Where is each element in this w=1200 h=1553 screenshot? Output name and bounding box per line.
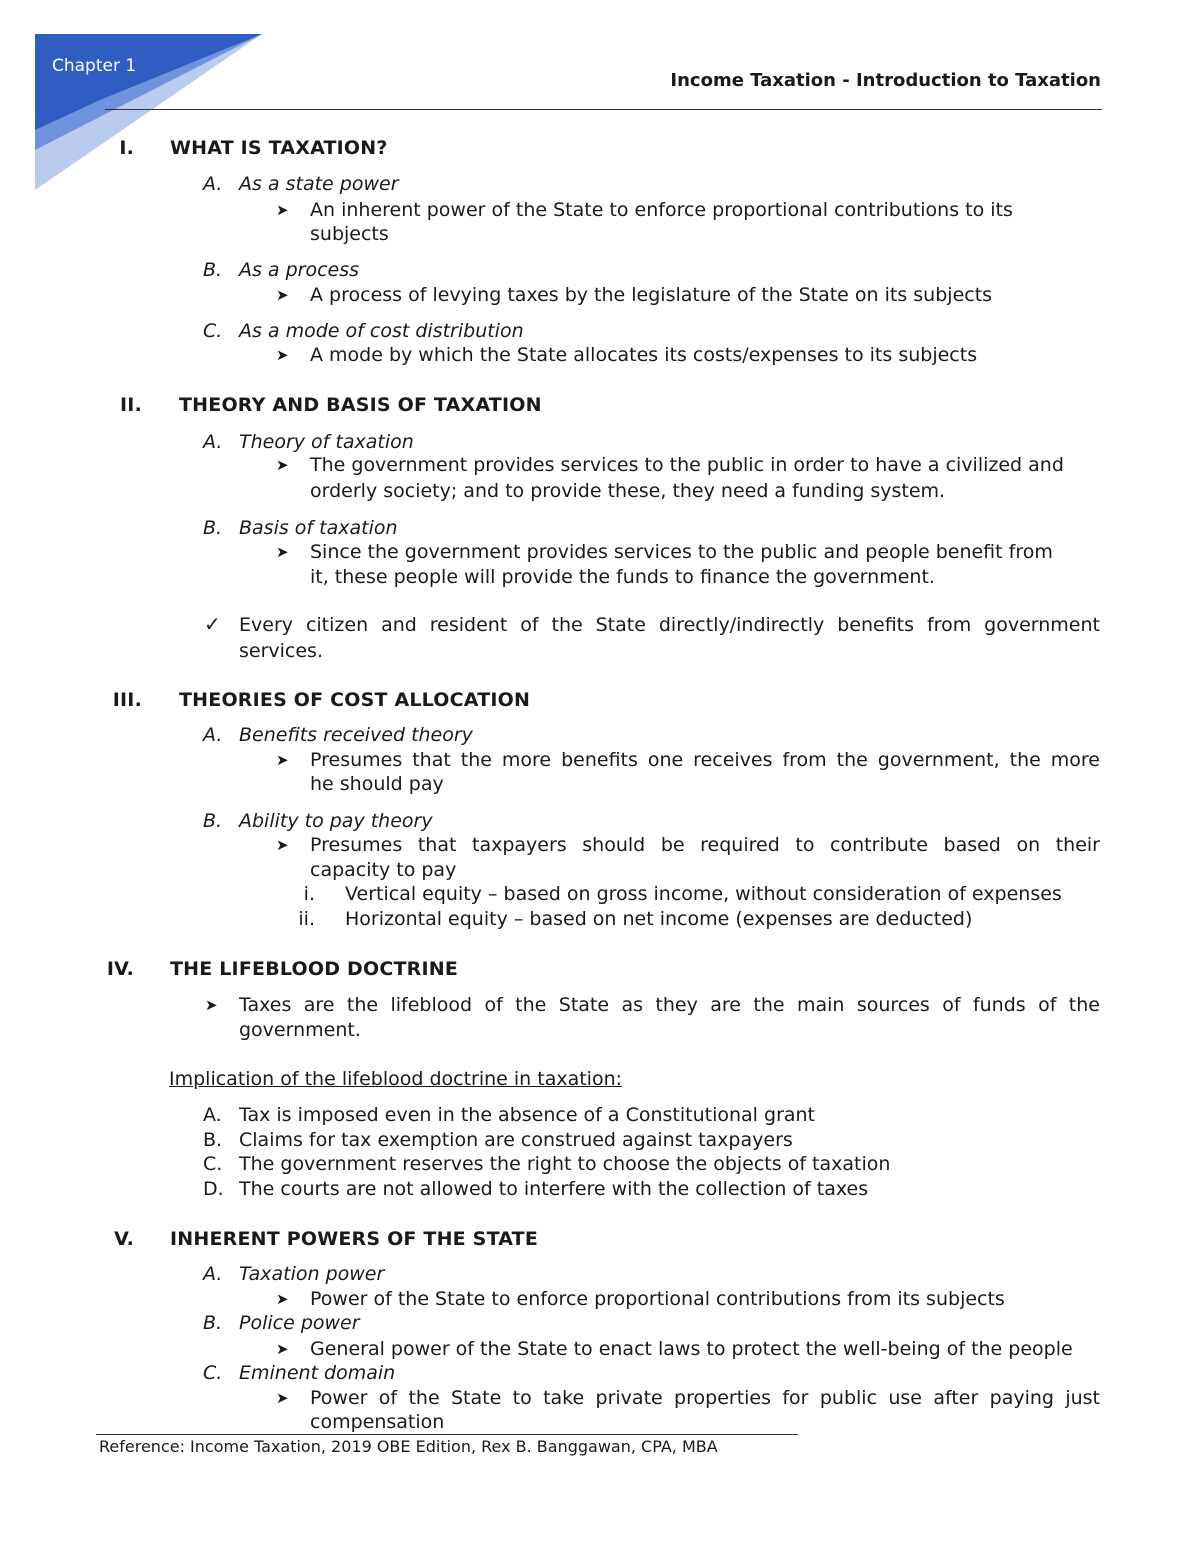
section-title: INHERENT POWERS OF THE STATE: [170, 1228, 539, 1250]
page-header-title: Income Taxation - Introduction to Taxation: [670, 70, 1101, 91]
section-title: THE LIFEBLOOD DOCTRINE: [170, 958, 458, 980]
item-letter: A.: [203, 173, 223, 195]
list-letter: A.: [203, 1104, 222, 1126]
arrow-bullet-icon: ➤: [276, 456, 289, 474]
chapter-corner-banner: [0, 0, 300, 200]
item-letter: A.: [203, 1263, 223, 1285]
section-title: THEORY AND BASIS OF TAXATION: [179, 394, 542, 416]
arrow-bullet-icon: ➤: [276, 346, 289, 364]
item-letter: B.: [203, 1312, 223, 1334]
list-letter: D.: [203, 1178, 224, 1200]
bullet-text: compensation: [310, 1411, 445, 1433]
bullet-text: orderly society; and to provide these, they need a funding system.: [310, 480, 946, 502]
item-letter: C.: [203, 320, 223, 342]
section-numeral: IV.: [106, 958, 134, 980]
item-heading: Eminent domain: [239, 1362, 396, 1384]
section-title: THEORIES OF COST ALLOCATION: [179, 689, 531, 711]
check-text: Every citizen and resident of the State directly/indirectly benefits from government: [239, 614, 1100, 636]
header-rule: [105, 109, 1102, 110]
item-letter: C.: [203, 1362, 223, 1384]
list-item: The courts are not allowed to interfere with the collection of taxes: [239, 1178, 869, 1200]
section-numeral: III.: [112, 689, 142, 711]
bullet-text: A process of levying taxes by the legislature of the State on its subjects: [310, 284, 993, 306]
bullet-text: General power of the State to enact laws to protect the well-being of the people: [310, 1338, 1073, 1360]
arrow-bullet-icon: ➤: [276, 543, 289, 561]
checkmark-icon: ✓: [204, 612, 221, 636]
bullet-text: Power of the State to enforce proportional contributions from its subjects: [310, 1288, 1005, 1310]
item-letter: B.: [203, 259, 223, 281]
sub-item-text: Vertical equity – based on gross income, without consideration of expenses: [345, 883, 1062, 905]
item-heading: Benefits received theory: [239, 724, 473, 746]
item-heading: Ability to pay theory: [239, 810, 433, 832]
bullet-text: Since the government provides services to the public and people benefit from: [310, 541, 1053, 563]
item-heading: Police power: [239, 1312, 360, 1334]
section-numeral: I.: [119, 137, 134, 159]
bullet-text: subjects: [310, 223, 389, 245]
list-item: Claims for tax exemption are construed against taxpayers: [239, 1129, 793, 1151]
bullet-text: The government provides services to the public in order to have a civilized and: [310, 454, 1064, 476]
item-heading: Basis of taxation: [239, 517, 398, 539]
chapter-label: Chapter 1: [52, 56, 137, 76]
bullet-text: Presumes that taxpayers should be required to contribute based on their: [310, 834, 1100, 856]
item-letter: B.: [203, 517, 223, 539]
item-heading: Theory of taxation: [239, 431, 414, 453]
bullet-text: government.: [239, 1019, 361, 1041]
section-numeral: V.: [114, 1228, 134, 1250]
bullet-text: A mode by which the State allocates its costs/expenses to its subjects: [310, 344, 978, 366]
item-heading: As a state power: [239, 173, 399, 195]
arrow-bullet-icon: ➤: [276, 751, 289, 769]
bullet-text: An inherent power of the State to enforce proportional contributions to its: [310, 199, 1013, 221]
arrow-bullet-icon: ➤: [276, 1389, 289, 1407]
section-numeral: II.: [120, 394, 142, 416]
list-item: The government reserves the right to choose the objects of taxation: [239, 1153, 891, 1175]
arrow-bullet-icon: ➤: [205, 996, 218, 1014]
footer-rule: [96, 1434, 798, 1435]
list-item: Tax is imposed even in the absence of a Constitutional grant: [239, 1104, 816, 1126]
item-letter: A.: [203, 724, 223, 746]
bullet-text: capacity to pay: [310, 859, 457, 881]
section-title: WHAT IS TAXATION?: [170, 137, 388, 159]
roman-marker: ii.: [298, 908, 315, 930]
item-heading: As a mode of cost distribution: [239, 320, 524, 342]
item-letter: A.: [203, 431, 223, 453]
check-text: services.: [239, 640, 323, 662]
item-heading: As a process: [239, 259, 360, 281]
arrow-bullet-icon: ➤: [276, 836, 289, 854]
list-letter: B.: [203, 1129, 223, 1151]
arrow-bullet-icon: ➤: [276, 1340, 289, 1358]
arrow-bullet-icon: ➤: [276, 286, 289, 304]
bullet-text: it, these people will provide the funds to finance the government.: [310, 566, 935, 588]
footer-reference: Reference: Income Taxation, 2019 OBE Edition, Rex B. Banggawan, CPA, MBA: [99, 1437, 718, 1456]
bullet-text: Taxes are the lifeblood of the State as they are the main sources of funds of the: [239, 994, 1100, 1016]
arrow-bullet-icon: ➤: [276, 1290, 289, 1308]
item-letter: B.: [203, 810, 223, 832]
roman-marker: i.: [303, 883, 315, 905]
bullet-text: Power of the State to take private properties for public use after paying just: [310, 1387, 1100, 1409]
bullet-text: he should pay: [310, 773, 444, 795]
bullet-text: Presumes that the more benefits one receives from the government, the more: [310, 749, 1100, 771]
item-heading: Taxation power: [239, 1263, 385, 1285]
arrow-bullet-icon: ➤: [276, 201, 289, 219]
implication-title: Implication of the lifeblood doctrine in taxation:: [169, 1068, 623, 1090]
sub-item-text: Horizontal equity – based on net income (expenses are deducted): [345, 908, 973, 930]
list-letter: C.: [203, 1153, 223, 1175]
